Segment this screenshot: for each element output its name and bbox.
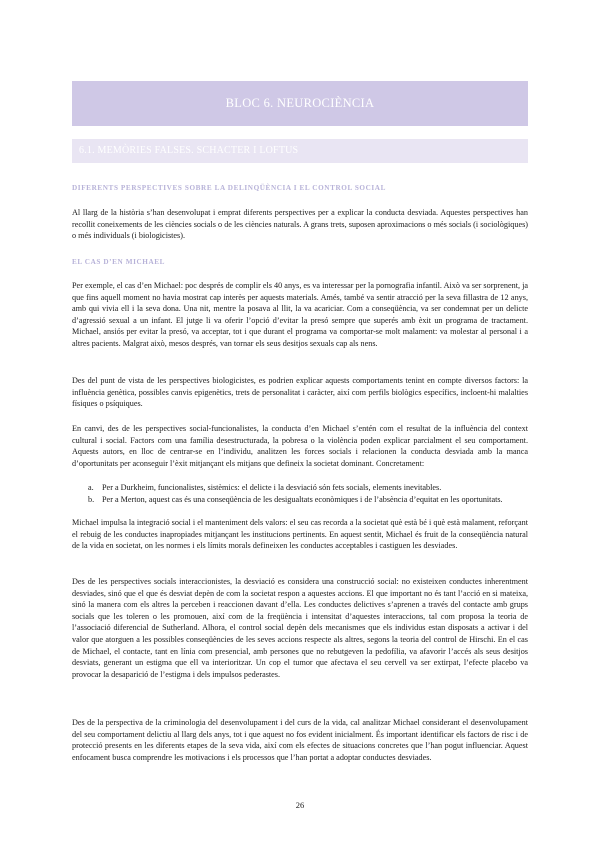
bloc-title: BLOC 6. NEUROCIÈNCIA: [225, 96, 375, 110]
section-banner: [72, 139, 528, 163]
list-item: [80, 482, 528, 494]
paragraph-life-course: Des de la perspectiva de la criminologia del desenvolupament i del curs de la vida, cal analitzar Michael considerant el desenvolupament del seu comportament delictiu al llarg dels anys, tot i que aquest no fos evident inicialment. És important identificar els factors de risc i de protecció presents en les diferents etapes de la seva vida, així com els efectes de situacions concretes que l’han pogut influenciar. Aquest enfocament busca comprendre les motivacions i els processos que l’han portat a adoptar conductes desviades.: [72, 718, 528, 762]
bloc-banner: [72, 81, 528, 126]
section-title: 6.1. MEMÒRIES FALSES. SCHACTER I LOFTUS: [79, 145, 299, 156]
paragraph-interactionist: Des de les perspectives socials interaccionistes, la desviació es considera una construcció social: no existeixen conductes inherentment desviades, sinó que el que és desviat depèn de com la societat respon a aquestes accions. El que important no és tant l’acció en si mateixa, sinó la manera com els altres la perceben i reaccionen davant d’ella. Les conductes delictives s’aprenen a través del contacte amb grups socials que les toleren o les promouen, així com de la freqüència i intensitat d’aquestes interaccions, tal com proposa la teoria de l’associació diferencial de Sutherland. Alhora, el control social depèn dels mecanismes que els individus estan disposats a activar i del valor que atorguen a les possibles conseqüències de les seves accions respecte als altres, segons la teoria del control de Hirschi. En el cas de Michael, el contacte, tant en línia com presencial, amb persones que no rebutgeven la pedofília, va afavorir l’accés als seus desitjos desviats, generant un estigma que ell va interioritzar. Un cop el tumor que afectava el seu cervell va ser extirpat, l’efecte placebo va provocar la desaparició de l’estigma i dels impulsos pederastes.: [72, 577, 528, 679]
authors-list: [80, 482, 528, 505]
list-marker: a.: [88, 483, 94, 492]
paragraph-intro: Al llarg de la història s’han desenvolupat i emprat diferents perspectives per a explicar la conducta desviada. Aquestes perspectives han recollit coneixements de les ciències socials o de les ciències naturals. A grans trets, suposen aproximacions o més socials (i sociològiques) o més individuals (i biologicistes).: [72, 208, 528, 241]
list-item-text: Per a Merton, aquest cas és una conseqüència de les desigualtats econòmiques i de l’absència d’equitat en les oportunitats.: [102, 494, 503, 504]
page-number: 26: [295, 800, 305, 810]
paragraph-integration: Michael impulsa la integració social i el manteniment dels valors: el seu cas recorda a la societat què està bé i què està malament, reforçant el rebuig de les conductes inapropiades mitjançant les institucions pertinents. En aquest sentit, Michael és fruit de la conseqüència natural de la vida en societat, on les normes i els límits morals defineixen les conductes acceptables i castiguen les desviades.: [72, 518, 528, 551]
paragraph-case: Per exemple, el cas d’en Michael: poc després de complir els 40 anys, es va interessar per la pornografia infantil. Això va ser sorprenent, ja que fins aquell moment no havia mostrat cap interès per aquests materials. Amés, també va sentir atracció per la seva fillastra de 12 anys, amb qui vivia ell i la seva dona. Una nit, mentre la posava al llit, la va acariciar. Com a conseqüència, va ser condemnat per un delicte d’agressió sexual a un infant. El jutge li va oferir l’opció d’evitar la presó sempre que superés amb èxit un programa de tractament. Michael, ansiós per evitar la presó, va acceptar, tot i que durant el programa va comportar-se molt malament: va molestar al personal i a altres pacients. Malgrat això, mesos després, van tornar els seus desitjos sexuals cap als nens.: [72, 281, 528, 348]
list-item: [80, 494, 528, 506]
list-marker: b.: [88, 494, 95, 504]
heading-michael-case: EL CAS D’EN MICHAEL: [72, 258, 166, 266]
heading-perspectives: DIFERENTS PERSPECTIVES SOBRE LA DELINQÜÈNCIA I EL CONTROL SOCIAL: [72, 184, 386, 192]
paragraph-biologicist: Des del punt de vista de les perspectives biologicistes, es podrien explicar aquests comportaments tenint en compte diversos factors: la influència genètica, possibles canvis epigenètics, trets de personalitat i caràcter, així com perfils biològics específics, incloent-hi malalties físiques o psíquiques.: [72, 376, 528, 409]
paragraph-social-functionalist: En canvi, des de les perspectives social-funcionalistes, la conducta d’en Michael s’entén com el resultat de la influència del context cultural i social. Factors com una família desestructurada, la pobresa o la violència poden explicar parcialment el seu comportament. Aquests autors, en lloc de centrar-se en l’individu, analitzen les forces socials i relacionen la conducta desviada amb la manca d’oportunitats per aconseguir l’èxit mitjançant els mitjans que defineix la societat dominant. Concretament:: [72, 424, 528, 468]
list-item-text: Per a Durkheim, funcionalistes, sistèmics: el delicte i la desviació són fets socials, elements inevitables.: [102, 483, 442, 492]
